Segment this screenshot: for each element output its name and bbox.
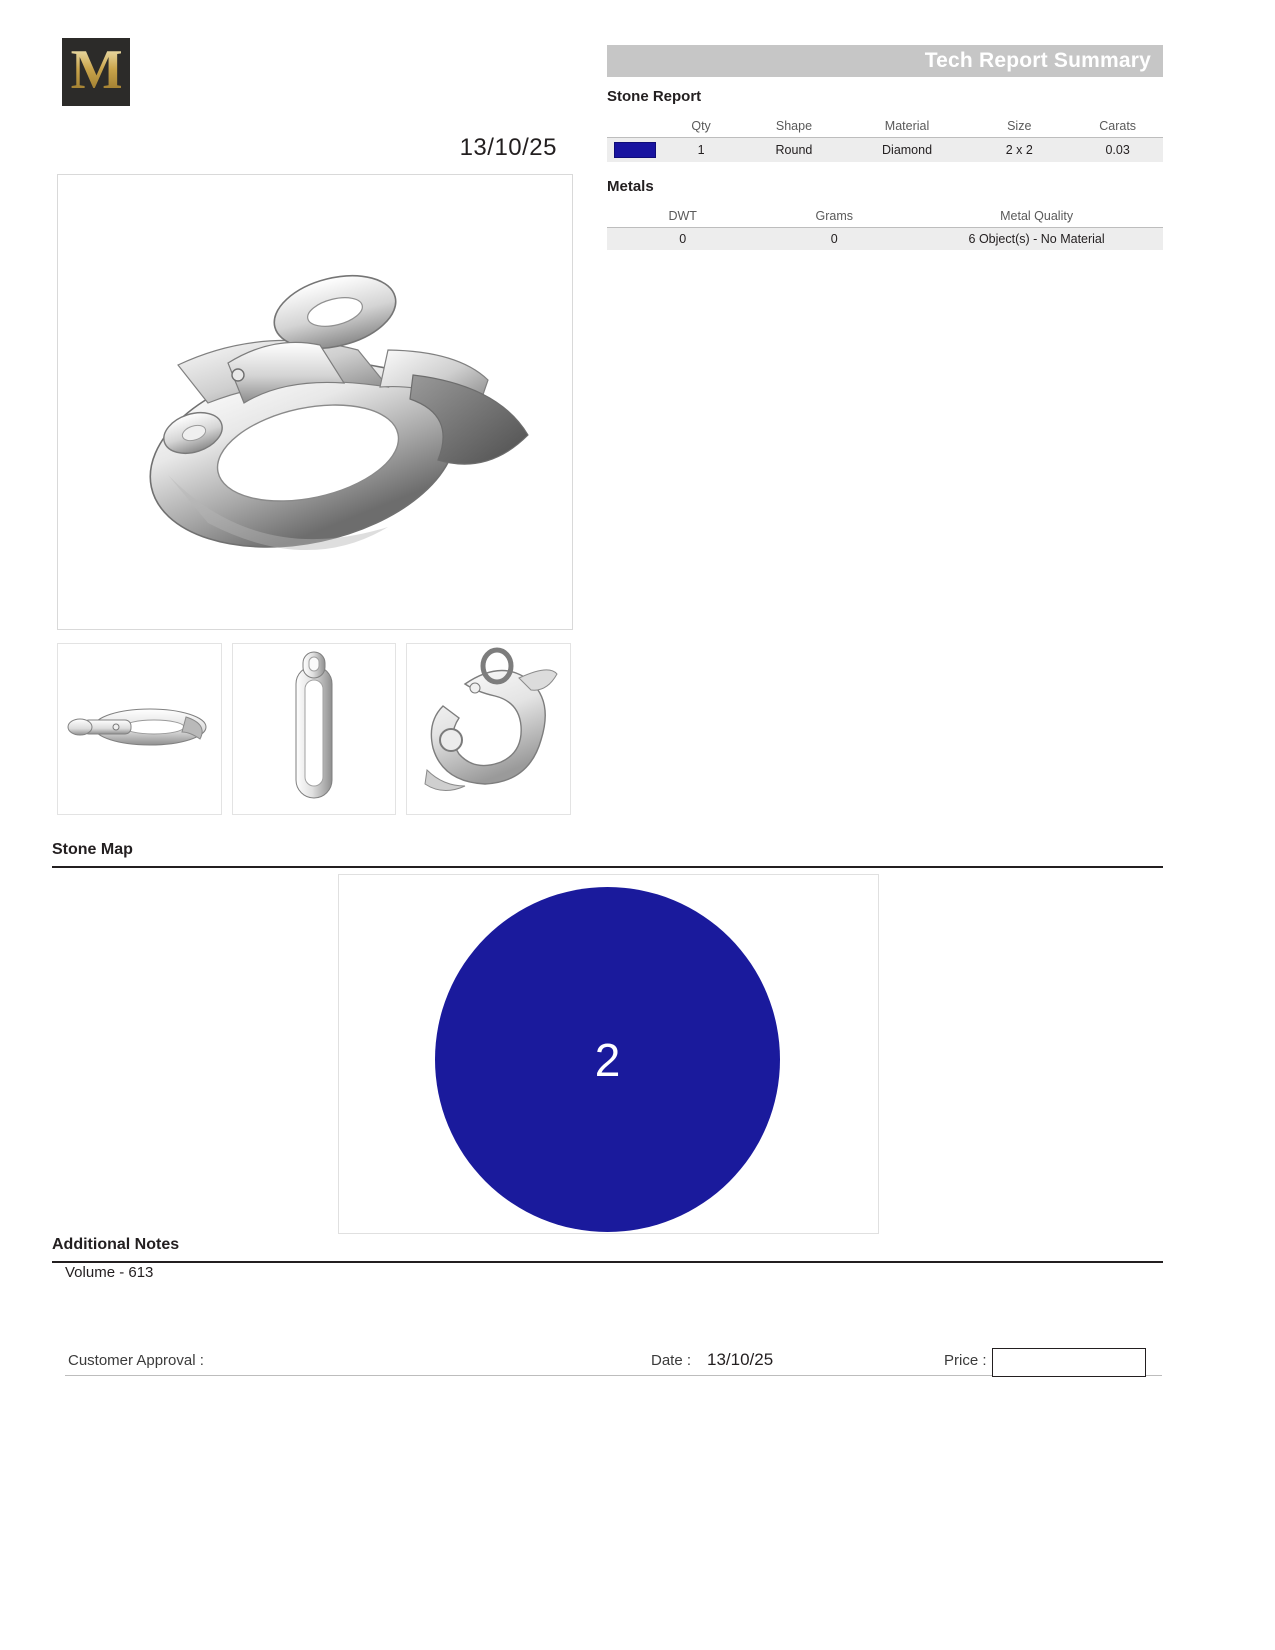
thumbnail-front-view[interactable] (406, 643, 571, 815)
price-label: Price : (944, 1352, 987, 1369)
col-qty: Qty (662, 116, 740, 138)
col-metal-quality: Metal Quality (910, 206, 1163, 228)
table-row (607, 138, 1163, 163)
cell-dwt: 0 (607, 228, 758, 251)
cell-carats: 0.03 (1072, 138, 1163, 163)
thumbnail-row (57, 643, 571, 813)
stone-report-title: Stone Report (607, 88, 702, 105)
stone-marker-label: 2 (594, 1033, 621, 1086)
cell-metal-quality: 6 Object(s) - No Material (910, 228, 1163, 251)
logo-letter: M (70, 39, 122, 101)
thumbnail-side-view[interactable] (232, 643, 397, 815)
stone-report-table (607, 116, 1163, 163)
cell-shape: Round (740, 138, 848, 163)
additional-notes-divider (52, 1261, 1163, 1263)
stone-map-canvas (338, 874, 879, 1234)
col-shape: Shape (740, 116, 848, 138)
stone-map-title: Stone Map (52, 841, 133, 858)
tech-report-title: Tech Report Summary (924, 49, 1151, 72)
main-product-image (57, 174, 573, 630)
date-value: 13/10/25 (707, 1350, 774, 1369)
col-material: Material (848, 116, 966, 138)
price-value (993, 1349, 1145, 1357)
date-label: Date : (651, 1352, 692, 1369)
col-carats: Carats (1072, 116, 1163, 138)
cell-qty: 1 (662, 138, 740, 163)
clasp-3d-render (58, 175, 572, 629)
additional-notes-title: Additional Notes (52, 1236, 180, 1253)
table-header-row (607, 206, 1163, 228)
brand-logo (62, 38, 130, 106)
cell-grams: 0 (758, 228, 910, 251)
price-input[interactable] (992, 1348, 1146, 1377)
stone-color-swatch (614, 142, 656, 158)
col-dwt: DWT (607, 206, 758, 228)
cell-size: 2 x 2 (966, 138, 1072, 163)
document-date: 13/10/25 (459, 134, 557, 161)
cell-material: Diamond (848, 138, 966, 163)
stone-map-divider (52, 866, 1163, 868)
table-header-row (607, 116, 1163, 138)
tech-report-header (607, 45, 1163, 77)
table-row (607, 228, 1163, 251)
customer-approval-label: Customer Approval : (68, 1352, 204, 1369)
additional-notes-text: Volume - 613 (65, 1264, 154, 1281)
col-grams: Grams (758, 206, 910, 228)
col-swatch (607, 116, 662, 138)
metals-table (607, 206, 1163, 251)
col-size: Size (966, 116, 1072, 138)
stone-color-swatch-cell (607, 138, 662, 163)
clasp-top-view-icon (58, 644, 222, 814)
thumbnail-top-view[interactable] (57, 643, 222, 815)
clasp-side-view-icon (233, 644, 397, 814)
stone-marker[interactable] (435, 887, 780, 1232)
clasp-front-view-icon (407, 644, 571, 814)
metals-title: Metals (607, 178, 654, 195)
